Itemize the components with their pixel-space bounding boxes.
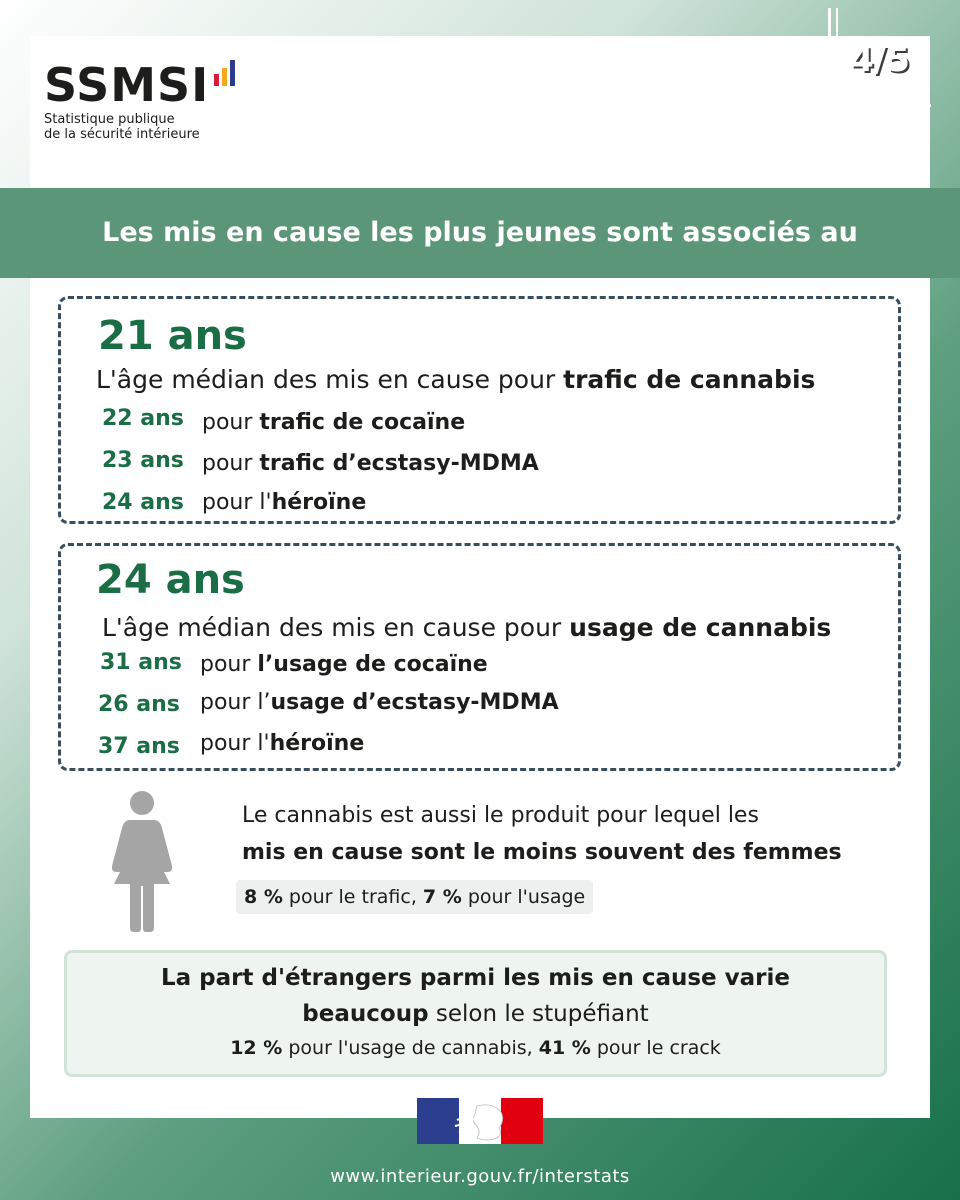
foreigners-box [64, 950, 887, 1077]
logo-subtitle [44, 112, 200, 142]
logo-subtitle-line2: de la sécurité intérieure [44, 127, 200, 142]
trafic-row-age: 23 ans [102, 448, 184, 473]
logo-bars-icon [212, 60, 244, 86]
page-indicator: 4/5 [850, 40, 910, 80]
row-bold: l’usage de cocaïne [257, 652, 488, 677]
row-bold: héroïne [271, 490, 367, 515]
usage-desc-bold: usage de cannabis [569, 613, 832, 642]
row-prefix: pour l’ [200, 690, 271, 715]
foreigners-val-cannabis: 12 % [230, 1037, 283, 1059]
usage-headline-age: 24 ans [96, 557, 245, 603]
foreigners-txt2: pour le crack [590, 1037, 721, 1059]
trafic-headline-age: 21 ans [98, 313, 247, 359]
foreigners-txt1: pour l'usage de cannabis, [282, 1037, 539, 1059]
trafic-row-age: 24 ans [102, 490, 184, 515]
row-prefix: pour [200, 652, 258, 677]
women-stat [236, 880, 593, 914]
woman-icon [110, 788, 174, 932]
trafic-desc-prefix: L'âge médian des mis en cause pour [96, 365, 564, 394]
usage-row-text [200, 730, 364, 758]
women-stat-text2: pour l'usage [461, 886, 586, 908]
usage-description [102, 613, 831, 643]
women-line-1: Le cannabis est aussi le produit pour lequel les [242, 803, 759, 828]
foreigners-line-2 [67, 999, 884, 1029]
trafic-row-age: 22 ans [102, 406, 184, 431]
foreigners-line-1: La part d'étrangers parmi les mis en cause varie [160, 965, 790, 991]
usage-row-text [200, 689, 559, 717]
foreigners-stats [67, 1035, 884, 1061]
foreigners-line2-rest: selon le stupéfiant [428, 1001, 649, 1027]
usage-row-age: 37 ans [98, 734, 180, 759]
trafic-row-text [202, 450, 539, 478]
row-prefix: pour [202, 410, 260, 435]
row-bold: trafic d’ecstasy-MDMA [259, 451, 539, 476]
logo-subtitle-line1: Statistique publique [44, 112, 175, 127]
marianne-flag-logo [417, 1098, 543, 1144]
usage-desc-prefix: L'âge médian des mis en cause pour [102, 613, 570, 642]
usage-row-age: 31 ans [100, 650, 182, 675]
row-prefix: pour [202, 451, 260, 476]
women-stat-trafic: 8 % [244, 886, 283, 908]
trafic-description [96, 365, 815, 395]
women-line-2: mis en cause sont le moins souvent des femmes [242, 840, 842, 865]
trafic-desc-bold: trafic de cannabis [563, 365, 816, 394]
row-bold: trafic de cocaïne [259, 410, 466, 435]
footer-url[interactable]: www.interieur.gouv.fr/interstats [330, 1166, 630, 1187]
usage-row-age: 26 ans [98, 692, 180, 717]
ssmsi-logo: SSMSI [44, 58, 210, 112]
row-bold: héroïne [269, 731, 365, 756]
logo-tab-slant [258, 36, 298, 116]
row-prefix: pour l' [202, 490, 272, 515]
women-stat-usage: 7 % [422, 886, 462, 908]
page-title: Les mis en cause les plus jeunes sont associés au cannabis [102, 217, 858, 338]
women-stat-text1: pour le trafic, [282, 886, 423, 908]
foreigners-val-crack: 41 % [538, 1037, 591, 1059]
trafic-row-text [202, 409, 465, 437]
trafic-row-text [202, 489, 366, 517]
row-prefix: pour l' [200, 731, 270, 756]
foreigners-line2-bold: beaucoup [302, 1001, 429, 1027]
row-bold: usage d’ecstasy-MDMA [270, 690, 559, 715]
usage-row-text [200, 651, 488, 679]
